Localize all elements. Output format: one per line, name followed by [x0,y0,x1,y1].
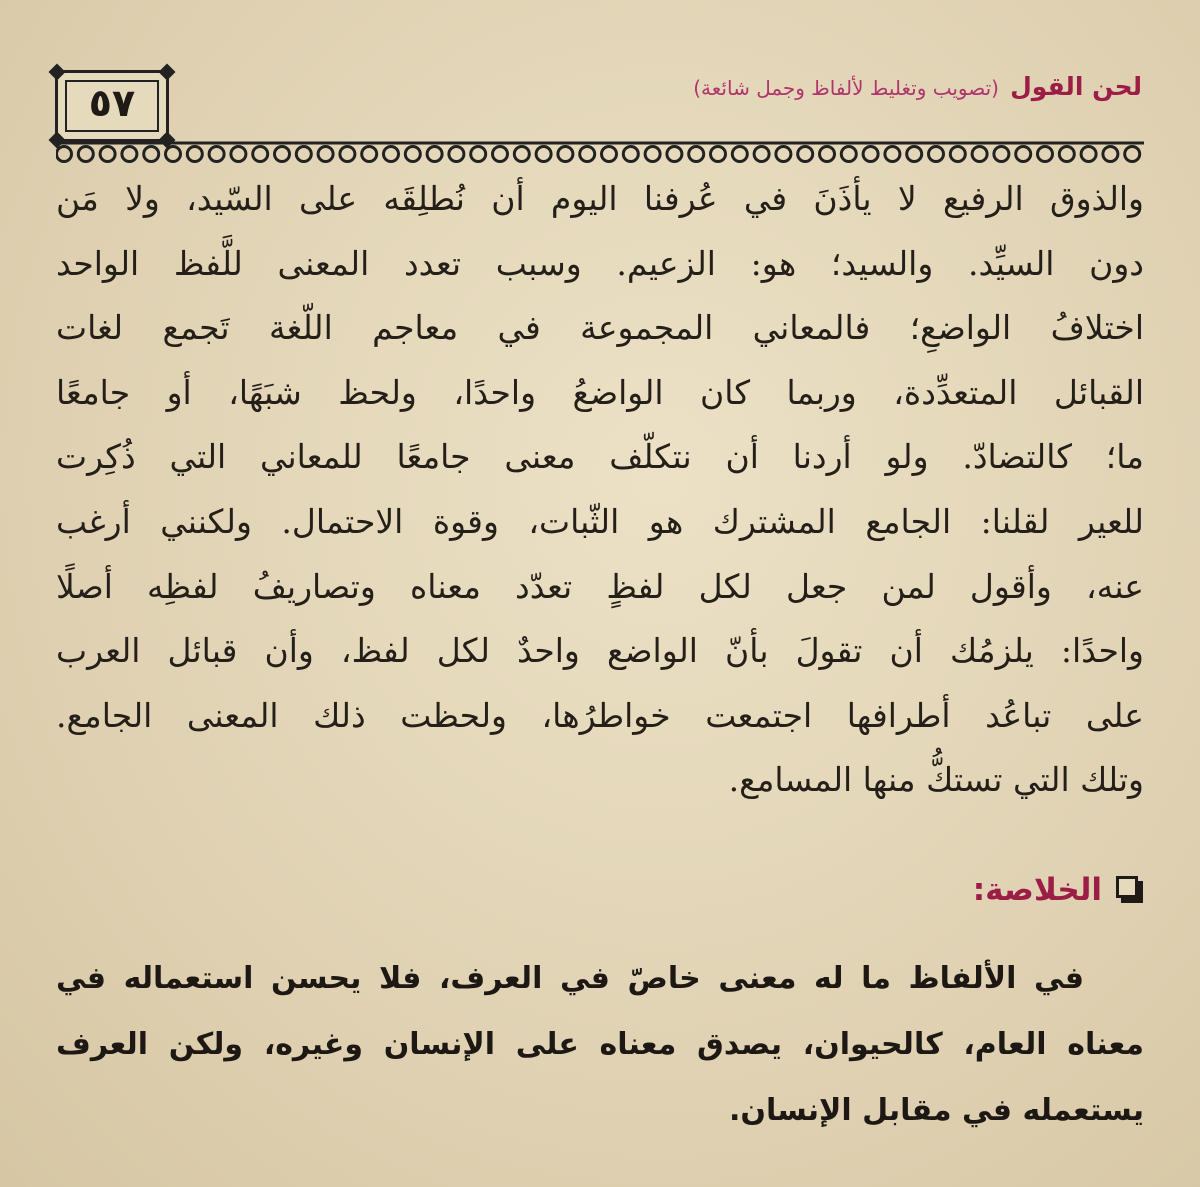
text-line: للعير لقلنا: الجامع المشترك هو الثّبات، وقوة الاحتمال. ولكنني أرغب [56,501,1144,541]
decorative-dot [1016,147,1031,162]
decorative-dot [493,147,508,162]
decorative-dot [885,147,900,162]
text-line: ما؛ كالتضادّ. ولو أردنا أن نتكلّف معنى جامعًا للمعاني التي ذُكِرت [56,437,1144,477]
decorative-dot [187,147,202,162]
decorative-dot [144,147,159,162]
decorative-dot [645,147,660,162]
decorative-dot [950,147,965,162]
decorative-dot [231,147,246,162]
decorative-dot [776,147,791,162]
page-number-frame [55,70,169,142]
decorative-dot [602,147,617,162]
decorative-dot [536,147,551,162]
decorative-dot [427,147,442,162]
decorative-dots-rule [56,140,1144,166]
decorative-dot [471,147,486,162]
decorative-dot [863,147,878,162]
summary-line: في الألفاظ ما له معنى خاصّ في العرف، فلا يحسن استعماله في [56,961,1084,996]
decorative-dot [841,147,856,162]
frame-corner-ornament [159,64,176,81]
decorative-dot [711,147,726,162]
text-line: على تباعُد أطرافها اجتمعت خواطرُها، ولحظت ذلك المعنى الجامع. [56,695,1144,735]
decorative-dot [667,147,682,162]
decorative-dot [580,147,595,162]
decorative-dot [820,147,835,162]
book-subtitle: (تصويب وتغليط لألفاظ وجمل شائعة) [693,76,999,100]
summary-heading [973,872,1144,908]
decorative-dot [994,147,1009,162]
text-line: اختلافُ الواضعِ؛ فالمعاني المجموعة في معاجم اللّغة تَجمع لغات [56,308,1144,348]
decorative-dot [558,147,573,162]
page-number: ٥٧ [88,81,136,125]
decorative-dot [296,147,311,162]
text-line: دون السيِّد. والسيد؛ هو: الزعيم. وسبب تعدد المعنى للَّفظ الواحد [56,243,1144,283]
book-title: لحن القول [1010,72,1142,101]
square-bullet-icon [1116,876,1144,904]
text-line: والذوق الرفيع لا يأذَنَ في عُرفنا اليوم أن نُطلِقَه على السّيد، ولا مَن [56,179,1144,218]
decorative-dot [209,147,224,162]
text-line: واحدًا: يلزمُك أن تقولَ بأنّ الواضع واحدٌ لكل لفظ، وأن قبائل العرب [56,631,1144,671]
decorative-dot [275,147,290,162]
text-line: القبائل المتعدِّدة، وربما كان الواضعُ واحدًا، ولحظ شبَهًا، أو جامعًا [56,372,1144,412]
frame-corner-ornament [49,64,66,81]
summary-title: الخلاصة: [972,872,1102,908]
summary-line: يستعمله في مقابل الإنسان. [728,1093,1144,1128]
decorative-dot [100,147,115,162]
decorative-dot [798,147,813,162]
decorative-dot [78,147,93,162]
decorative-dot [318,147,333,162]
decorative-dot [405,147,420,162]
decorative-dot [907,147,922,162]
decorative-dot [449,147,464,162]
decorative-dot [1103,147,1118,162]
decorative-dot [623,147,638,162]
decorative-dot [732,147,747,162]
decorative-dot [689,147,704,162]
decorative-dot [1081,147,1096,162]
decorative-dot [166,147,181,162]
decorative-dot [754,147,769,162]
decorative-dot [384,147,399,162]
text-line: عنه، وأقول لمن جعل لكل لفظٍ تعدّد معناه وتصاريفُ لفظِه أصلًا [56,566,1144,606]
decorative-dot [1125,147,1140,162]
decorative-dot [1038,147,1053,162]
summary-paragraph [56,946,1144,1144]
decorative-dot [514,147,529,162]
decorative-dot [340,147,355,162]
decorative-dot [972,147,987,162]
decorative-dot [929,147,944,162]
running-head [693,72,1142,101]
decorative-dot [122,147,137,162]
body-paragraph [56,167,1144,813]
decorative-dot [253,147,268,162]
text-line: وتلك التي تستكُّ منها المسامع. [728,760,1144,800]
summary-line: معناه العام، كالحيوان، يصدق معناه على الإنسان وغيره، ولكن العرف [56,1027,1144,1062]
decorative-dot [57,147,72,162]
decorative-dot [1059,147,1074,162]
decorative-dot [362,147,377,162]
